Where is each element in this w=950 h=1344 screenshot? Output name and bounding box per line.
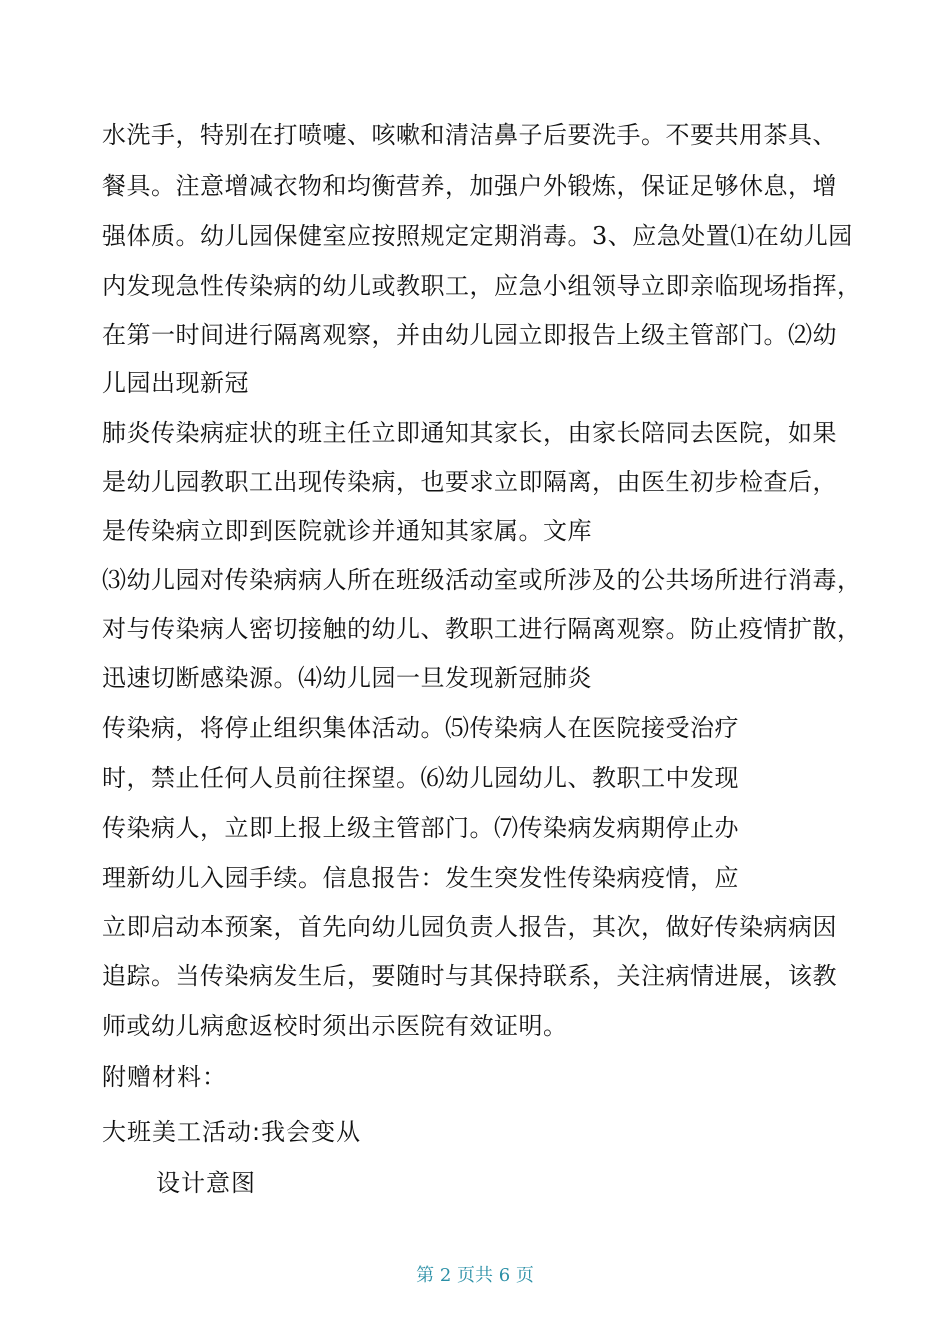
body-line: 追踪。当传染病发生后，要随时与其保持联系，关注病情进展，该教 — [102, 962, 837, 990]
body-line: 传染病，将停止组织集体活动。⑸传染病人在医院接受治疗 — [102, 714, 739, 742]
body-line: 是传染病立即到医院就诊并通知其家属。文库 — [102, 517, 592, 545]
body-line: 肺炎传染病症状的班主任立即通知其家长，由家长陪同去医院，如果 — [102, 419, 837, 447]
body-line: 迅速切断感染源。⑷幼儿园一旦发现新冠肺炎 — [102, 664, 592, 692]
body-line: ⑶幼儿园对传染病病人所在班级活动室或所涉及的公共场所进行消毒， — [102, 566, 862, 594]
body-line: 立即启动本预案，首先向幼儿园负责人报告，其次，做好传染病病因 — [102, 913, 837, 941]
body-line: 是幼儿园教职工出现传染病，也要求立即隔离，由医生初步检查后， — [102, 468, 837, 496]
body-line: 在第一时间进行隔离观察，并由幼儿园立即报告上级主管部门。⑵幼 — [102, 321, 837, 349]
page-indicator: 第 2 页共 6 页 — [416, 1265, 534, 1286]
body-line: 时，禁止任何人员前往探望。⑹幼儿园幼儿、教职工中发现 — [102, 764, 739, 792]
body-line: 传染病人，立即上报上级主管部门。⑺传染病发病期停止办 — [102, 814, 739, 842]
appendix-label: 附赠材料： — [102, 1063, 227, 1091]
body-line: 水洗手，特别在打喷嚏、咳嗽和清洁鼻子后要洗手。不要共用茶具、 — [102, 121, 837, 149]
body-line: 强体质。幼儿园保健室应按照规定定期消毒。3、应急处置⑴在幼儿园 — [102, 222, 853, 250]
body-line: 理新幼儿入园手续。信息报告：发生突发性传染病疫情，应 — [102, 864, 739, 892]
body-line: 餐具。注意增减衣物和均衡营养，加强户外锻炼，保证足够休息，增 — [102, 172, 837, 200]
body-line: 对与传染病人密切接触的幼儿、教职工进行隔离观察。防止疫情扩散， — [102, 615, 862, 643]
body-line: 儿园出现新冠 — [102, 369, 249, 397]
body-line: 师或幼儿病愈返校时须出示医院有效证明。 — [102, 1012, 568, 1040]
body-line: 内发现急性传染病的幼儿或教职工，应急小组领导立即亲临现场指挥， — [102, 272, 862, 300]
appendix-title: 大班美工活动:我会变从 — [102, 1118, 362, 1146]
section-heading: 设计意图 — [156, 1169, 256, 1197]
